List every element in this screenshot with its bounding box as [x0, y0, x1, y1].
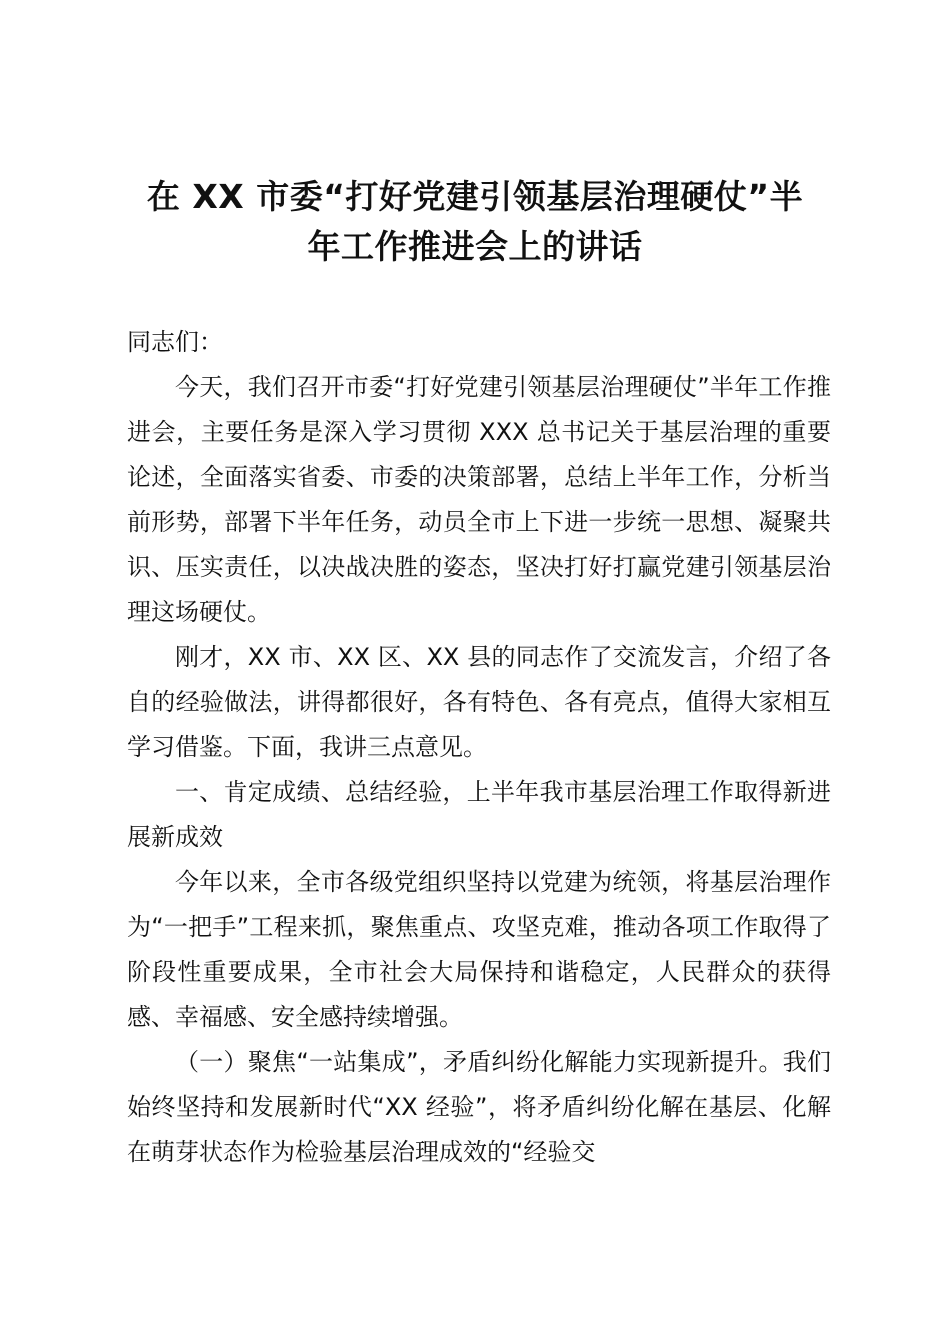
greeting: 同志们： — [127, 328, 223, 356]
section-heading-1: 一、肯定成绩、总结经验，上半年我市基层治理工作取得新进展新成效 — [127, 778, 831, 851]
document-title — [110, 172, 840, 272]
title-line-1: 在 XX 市委“打好党建引领基层治理硬仗”半 — [146, 177, 804, 216]
paragraph-exchange: 刚才，XX 市、XX 区、XX 县的同志作了交流发言，介绍了各自的经验做法，讲得都很好，各有特色、各有亮点，值得大家相互学习借鉴。下面，我讲三点意见。 — [127, 643, 831, 761]
subsection-heading-1: （一）聚焦“一站集成”，矛盾纠纷化解能力实现新提升。我们始终坚持和发展新时代“XX 经验”，将矛盾纠纷化解在基层、化解在萌芽状态作为检验基层治理成效的“经验交 — [127, 1048, 831, 1166]
paragraph-opening: 今天，我们召开市委“打好党建引领基层治理硬仗”半年工作推进会，主要任务是深入学习贯彻 XXX 总书记关于基层治理的重要论述，全面落实省委、市委的决策部署，总结上半年工作，分析当前形势，部署下半年任务，动员全市上下进一步统一思想、凝聚共识、压实责任，以决战决胜的姿态，坚决打好打赢党建引领基层治理这场硬仗。 — [127, 373, 831, 626]
paragraph-achievements: 今年以来，全市各级党组织坚持以党建为统领，将基层治理作为“一把手”工程来抓，聚焦重点、攻坚克难，推动各项工作取得了阶段性重要成果，全市社会大局保持和谐稳定，人民群众的获得感、幸福感、安全感持续增强。 — [127, 868, 831, 1031]
title-line-2: 年工作推进会上的讲话 — [307, 227, 643, 266]
document-body — [127, 320, 831, 1175]
